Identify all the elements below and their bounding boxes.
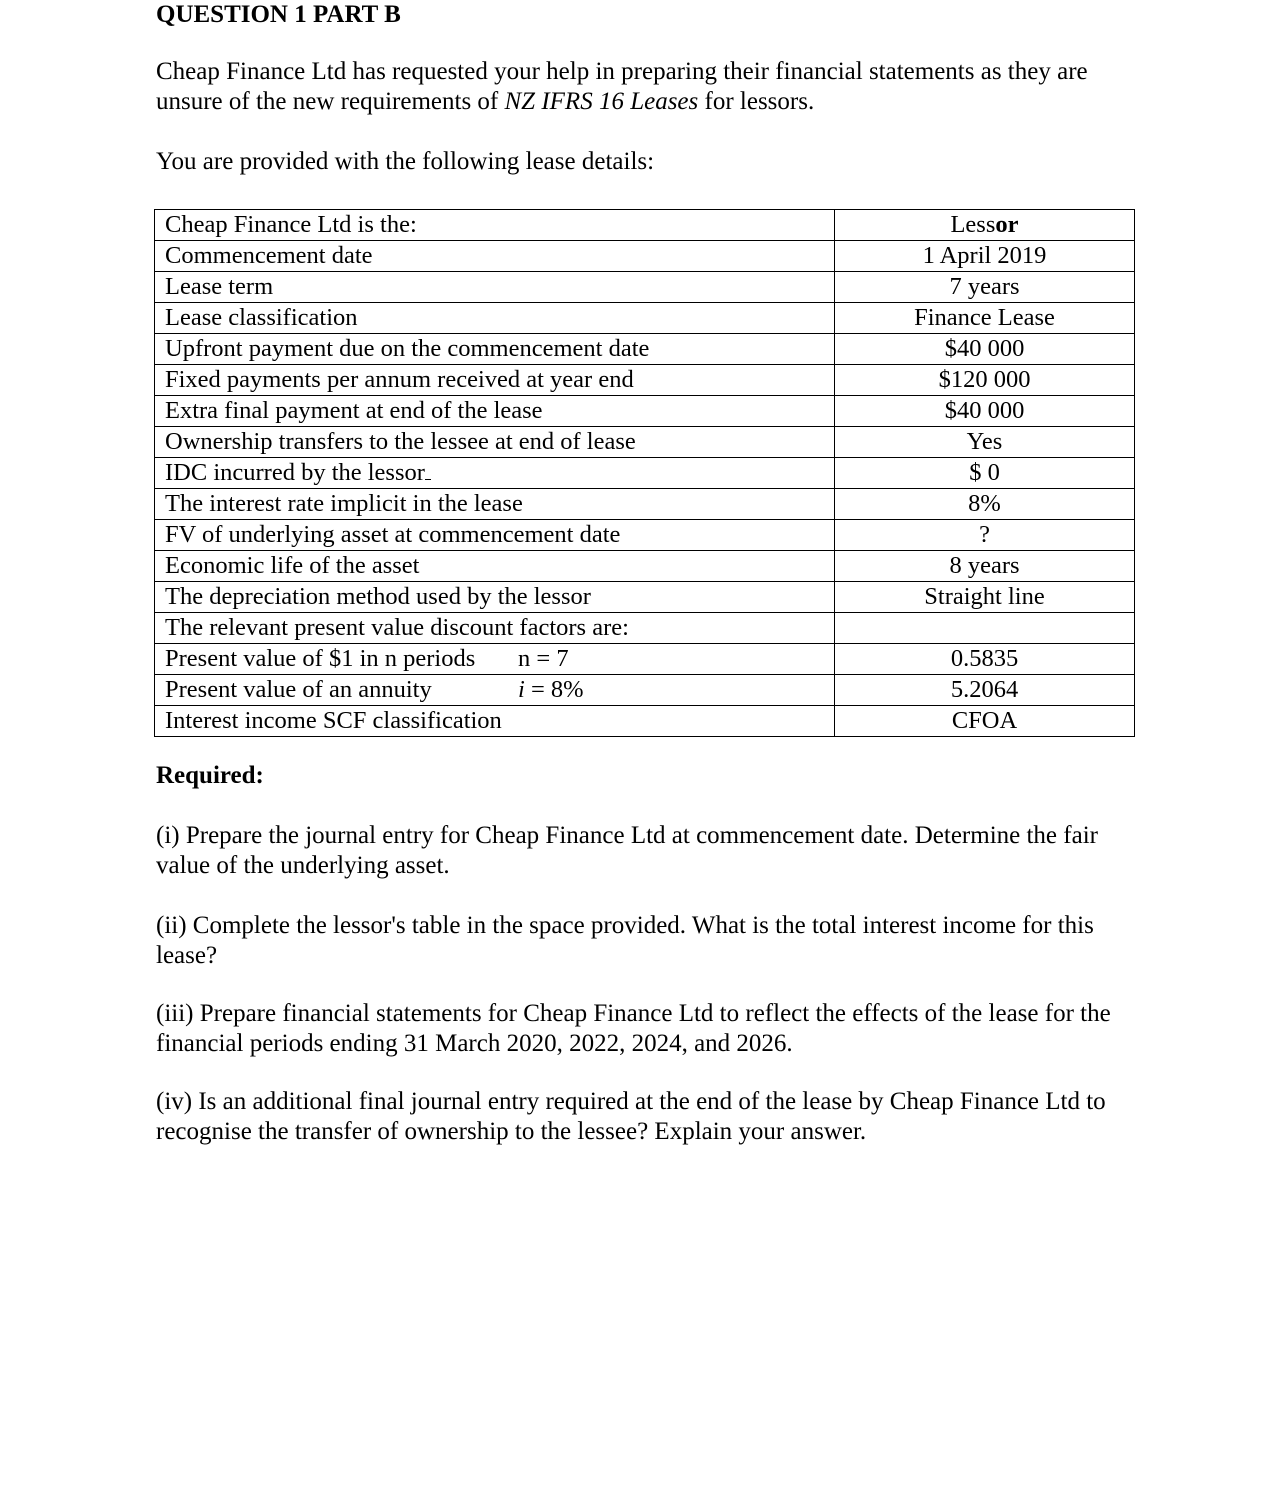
row-value: ? xyxy=(835,520,1135,551)
row-value: Yes xyxy=(835,427,1135,458)
value-part: Less xyxy=(950,211,996,238)
table-row xyxy=(155,458,1135,489)
row-value xyxy=(835,210,1135,241)
table-row xyxy=(155,551,1135,582)
row-value: Straight line xyxy=(835,582,1135,613)
table-row xyxy=(155,303,1135,334)
row-value: Finance Lease xyxy=(835,303,1135,334)
rate-variable: i xyxy=(518,676,525,703)
intro-text-before: Cheap Finance Ltd has requested your help in preparing their financial statements as they are unsure of the new requirements of xyxy=(156,58,1088,115)
row-label: The interest rate implicit in the lease xyxy=(155,489,835,520)
question-heading: QUESTION 1 PART B xyxy=(156,1,401,28)
question-item: (iv) Is an additional final journal entry required at the end of the lease by Cheap Finance Ltd to recognise the transfer of ownership to the lessee? Explain your answer. xyxy=(156,1088,1106,1145)
rate-value: = 8% xyxy=(524,676,584,703)
row-value: 0.5835 xyxy=(835,644,1135,675)
period-note: n = 7 xyxy=(518,645,569,672)
table-row xyxy=(155,427,1135,458)
label-text: Present value of an annuity xyxy=(165,676,432,703)
label-wrap xyxy=(165,676,834,704)
table-row xyxy=(155,613,1135,644)
row-value: 8 years xyxy=(835,551,1135,582)
table-row xyxy=(155,675,1135,706)
row-label: Lease term xyxy=(155,272,835,303)
table-row xyxy=(155,582,1135,613)
row-value: $ 0 xyxy=(835,458,1135,489)
row-label: Commencement date xyxy=(155,241,835,272)
lease-details-table xyxy=(154,209,1135,737)
row-value: CFOA xyxy=(835,706,1135,737)
row-value: 1 April 2019 xyxy=(835,241,1135,272)
value-bold-part: or xyxy=(995,211,1019,238)
intro-paragraph xyxy=(156,57,1131,117)
label-wrap xyxy=(165,645,834,673)
row-value xyxy=(835,613,1135,644)
row-label: Lease classification xyxy=(155,303,835,334)
row-label: Extra final payment at end of the lease xyxy=(155,396,835,427)
row-label: Economic life of the asset xyxy=(155,551,835,582)
row-label: Cheap Finance Ltd is the: xyxy=(155,210,835,241)
row-value: $120 000 xyxy=(835,365,1135,396)
row-value: $40 000 xyxy=(835,396,1135,427)
question-item: (iii) Prepare financial statements for Cheap Finance Ltd to reflect the effects of the lease for the financial periods ending 31 March 2020, 2022, 2024, and 2026. xyxy=(156,1000,1111,1057)
table-row xyxy=(155,334,1135,365)
row-label: Upfront payment due on the commencement date xyxy=(155,334,835,365)
label-text: Present value of $1 in n periods xyxy=(165,645,476,672)
table-row xyxy=(155,272,1135,303)
table-row xyxy=(155,210,1135,241)
table-row xyxy=(155,241,1135,272)
row-label xyxy=(155,675,835,706)
row-label xyxy=(155,644,835,675)
row-label: The relevant present value discount factors are: xyxy=(155,613,835,644)
label-text: IDC incurred by the lessor xyxy=(165,459,425,486)
table-row xyxy=(155,520,1135,551)
required-label: Required: xyxy=(156,762,264,789)
row-label: Interest income SCF classification xyxy=(155,706,835,737)
row-value: $40 000 xyxy=(835,334,1135,365)
row-label: FV of underlying asset at commencement date xyxy=(155,520,835,551)
row-value: 5.2064 xyxy=(835,675,1135,706)
question-item: (i) Prepare the journal entry for Cheap Finance Ltd at commencement date. Determine the fair value of the underlying asset. xyxy=(156,822,1098,879)
table-row xyxy=(155,706,1135,737)
row-label: Ownership transfers to the lessee at end of lease xyxy=(155,427,835,458)
table-row xyxy=(155,644,1135,675)
row-label: Fixed payments per annum received at year end xyxy=(155,365,835,396)
rate-note xyxy=(518,676,584,704)
table-row xyxy=(155,489,1135,520)
row-value: 7 years xyxy=(835,272,1135,303)
standard-name: NZ IFRS 16 Leases xyxy=(504,88,699,115)
table-row xyxy=(155,365,1135,396)
provided-text: You are provided with the following lease details: xyxy=(156,148,655,175)
underscore-mark xyxy=(425,461,431,480)
table-row xyxy=(155,396,1135,427)
question-item: (ii) Complete the lessor's table in the space provided. What is the total interest income for this lease? xyxy=(156,912,1094,969)
intro-text-after: for lessors. xyxy=(698,88,815,115)
row-value: 8% xyxy=(835,489,1135,520)
row-label: The depreciation method used by the lessor xyxy=(155,582,835,613)
row-label xyxy=(155,458,835,489)
